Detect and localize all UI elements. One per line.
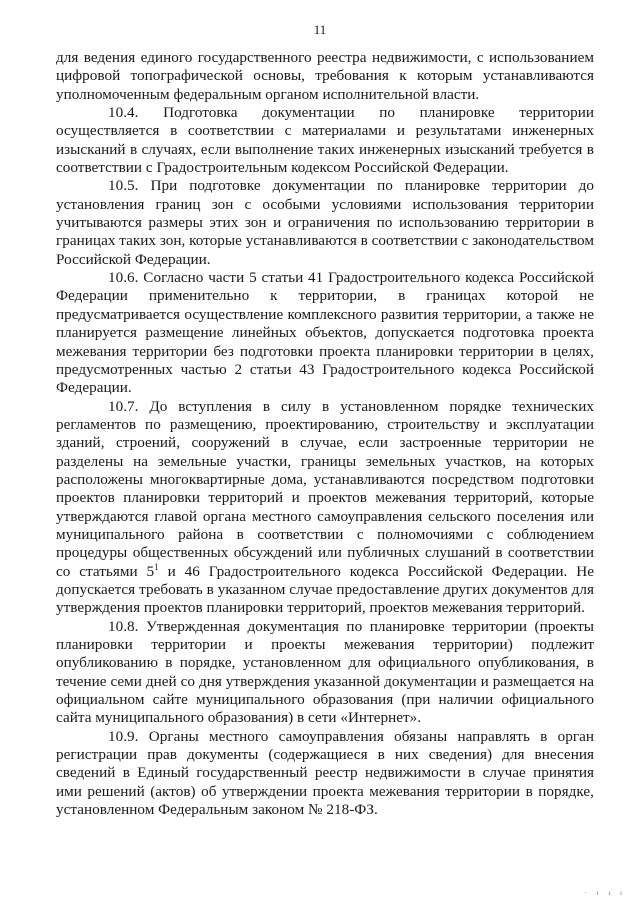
paragraph-10-8: 10.8. Утвержденная документация по планировке территории (проекты планировки территории и проекты межевания территории) подлежит опубликованию в порядке, установленном для официального опубликования, в течение семи дней со дня утверждения указанной документации и размещается на официальном сайте муниципального образования (при наличии официального сайта муниципального образования) в сети «Интернет». [56, 617, 594, 727]
paragraph-10-9: 10.9. Органы местного самоуправления обязаны направлять в орган регистрации прав документы (содержащиеся в них сведения) для внесения сведений в Единый государственный реестр недвижимости в случае принятия ими решений (актов) об утверждении проекта межевания территории в порядке, установленном Федеральным законом № 218-ФЗ. [56, 727, 594, 819]
paragraph-10-7-text-b: и 46 Градостроительного кодекса Российской Федерации. Не допускается требовать в указанном случае предоставление других документов для утверждения проектов планировки территорий, проектов межевания территорий. [56, 562, 595, 617]
paragraph-10-4: 10.4. Подготовка документации по планировке территории осуществляется в соответствии с материалами и результатами инженерных изысканий в случаях, если выполнение таких инженерных изысканий требуется в соответствии с Градостроительным кодексом Российской Федерации. [56, 104, 594, 177]
article-superscript: 1 [154, 561, 159, 572]
page-number: 11 [313, 22, 327, 37]
paragraph-10-7 [56, 398, 594, 618]
paragraph-10-7-text-a: 10.7. До вступления в силу в установленном порядке технических регламентов по размещению, проектированию, строительству и эксплуатации зданий, строений, сооружений в случае, если застроенные территории не разделены на земельные участки, границы земельных участков, на которых расположены многоквартирные дома, устанавливаются посредством подготовки проектов планировки территорий и проектов межевания территорий, которые утверждаются главой органа местного самоуправления сельского поселения или муниципального района в соответствии с полномочиями с соблюдением процедуры общественных обсуждений или публичных слушаний в соответствии со статьями 5 [56, 397, 594, 580]
paragraph-10-6: 10.6. Согласно части 5 статьи 41 Градостроительного кодекса Российской Федерации применительно к территории, в границах которой не предусматривается осуществление комплексного развития территории, а также не планируется размещение линейных объектов, допускается подготовка проекта межевания территории без подготовки проекта планировки территории в целях, предусмотренных частью 2 статьи 43 Градостроительного кодекса Российской Федерации. [56, 269, 594, 397]
paragraph-10-5: 10.5. При подготовке документации по планировке территории до установления границ зон с особыми условиями использования территории учитываются размеры этих зон и ограничения по использованию территории в границах таких зон, которые устанавливаются в соответствии с законодательством Российской Федерации. [56, 177, 594, 268]
document-body [56, 49, 594, 819]
scan-corner-mark: · ı ı ı [584, 889, 626, 897]
paragraph-continuation: для ведения единого государственного реестра недвижимости, с использованием цифровой топографической основы, требования к которым устанавливаются уполномоченным федеральным органом исполнительной власти. [56, 49, 594, 103]
